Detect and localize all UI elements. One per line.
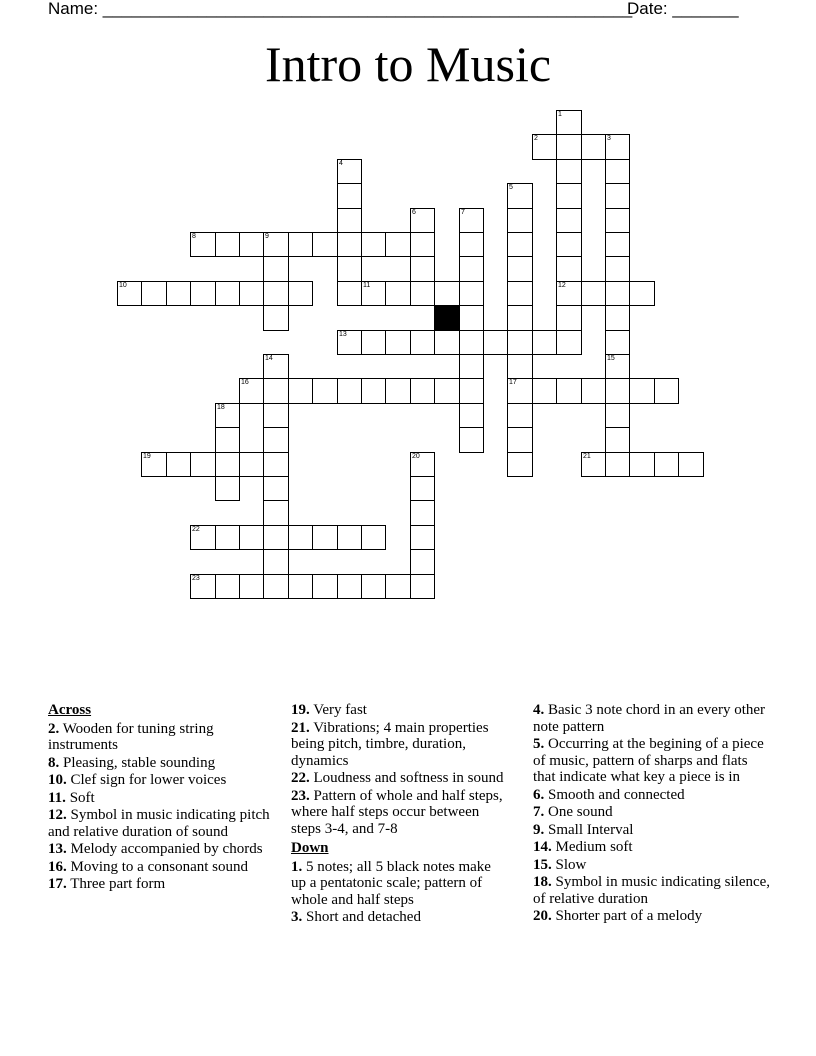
grid-cell[interactable] [581, 378, 606, 404]
grid-cell[interactable] [556, 159, 582, 184]
clue-number-label: 12. [48, 807, 67, 823]
grid-cell[interactable] [263, 452, 289, 477]
grid-cell[interactable] [215, 574, 240, 599]
clue-text: Pleasing, stable sounding [59, 754, 216, 771]
clue-text: Very fast [309, 702, 367, 718]
grid-cell[interactable] [215, 403, 240, 428]
clue-number: 1 [558, 111, 562, 118]
clue-item [48, 876, 276, 893]
clue-number-label: 14. [533, 839, 552, 855]
grid-cell[interactable] [629, 281, 655, 306]
grid-cell[interactable] [215, 232, 240, 257]
grid-cell[interactable] [312, 232, 338, 257]
clue-number-label: 2. [48, 720, 60, 737]
clue-item [291, 770, 506, 787]
grid-cell[interactable] [507, 354, 533, 379]
clue-number: 15 [607, 355, 615, 362]
grid-cell[interactable] [556, 134, 582, 160]
grid-cell[interactable] [263, 232, 289, 257]
clue-text: Soft [65, 789, 95, 806]
grid-cell[interactable] [190, 281, 216, 306]
grid-cell[interactable] [361, 378, 386, 404]
clue-item [533, 874, 773, 907]
grid-cell[interactable] [337, 574, 362, 599]
clue-number-label: 10. [48, 772, 67, 788]
grid-cell[interactable] [190, 452, 216, 477]
grid-cell[interactable] [654, 378, 679, 404]
grid-cell[interactable] [263, 574, 289, 599]
grid-cell[interactable] [385, 281, 411, 306]
clue-text: Wooden for tuning string instruments [48, 720, 214, 753]
grid-cell[interactable] [410, 256, 435, 282]
grid-cell[interactable] [215, 476, 240, 501]
grid-cell[interactable] [532, 134, 557, 160]
grid-cell[interactable] [459, 403, 484, 428]
grid-cell[interactable] [605, 427, 630, 453]
date-field-label: Date: _______ [627, 0, 739, 18]
clue-item [48, 755, 276, 772]
grid-cell[interactable] [507, 183, 533, 209]
grid-cell[interactable] [507, 208, 533, 233]
grid-cell[interactable] [410, 452, 435, 477]
grid-cell[interactable] [459, 256, 484, 282]
grid-cell[interactable] [556, 305, 582, 331]
clue-text: Pattern of whole and half steps, where half steps occur between steps 3-4, and 7-8 [291, 787, 503, 837]
clue-number: 11 [363, 282, 371, 289]
grid-cell[interactable] [288, 378, 313, 404]
clue-text: Vibrations; 4 main properties being pitch, timbre, duration, dynamics [291, 719, 489, 769]
clue-number: 5 [509, 184, 513, 191]
clue-number-label: 20. [533, 908, 552, 924]
clue-number-label: 6. [533, 786, 545, 803]
clue-text: Loudness and softness in sound [309, 770, 504, 786]
grid-cell[interactable] [532, 330, 557, 355]
grid-cell[interactable] [190, 525, 216, 550]
clue-number-label: 7. [533, 804, 545, 820]
grid-cell[interactable] [117, 281, 142, 306]
grid-cell[interactable] [337, 378, 362, 404]
grid-cell[interactable] [239, 574, 264, 599]
grid-cell[interactable] [337, 232, 362, 257]
grid-cell[interactable] [605, 305, 630, 331]
clue-item [533, 839, 773, 856]
clue-item [533, 804, 773, 821]
clue-item [291, 788, 506, 838]
grid-cell[interactable] [410, 208, 435, 233]
grid-cell[interactable] [507, 378, 533, 404]
clue-number: 23 [192, 575, 200, 582]
clue-item [533, 857, 773, 874]
grid-cell[interactable] [141, 281, 167, 306]
grid-cell[interactable] [166, 452, 191, 477]
clue-number: 6 [412, 209, 416, 216]
grid-cell[interactable] [263, 427, 289, 453]
grid-cell[interactable] [507, 330, 533, 355]
clue-text: Clef sign for lower voices [66, 772, 227, 788]
clue-number-label: 16. [48, 858, 67, 875]
clue-text: One sound [544, 804, 613, 820]
clue-text: Occurring at the begining of a piece of music, pattern of sharps and flats that indicate what key a piece is in [533, 736, 764, 785]
grid-cell[interactable] [459, 330, 484, 355]
grid-cell[interactable] [141, 452, 167, 477]
grid-cell[interactable] [581, 281, 606, 306]
clue-number: 20 [412, 453, 420, 460]
grid-cell[interactable] [556, 281, 582, 306]
clue-text: Moving to a consonant sound [66, 858, 248, 875]
clue-number: 13 [339, 331, 347, 338]
clue-number: 21 [583, 453, 591, 460]
grid-cell[interactable] [288, 281, 313, 306]
clue-number: 18 [217, 404, 225, 411]
grid-cell[interactable] [288, 574, 313, 599]
grid-cell[interactable] [239, 281, 264, 306]
grid-cell[interactable] [507, 256, 533, 282]
grid-cell[interactable] [263, 476, 289, 501]
across-heading: Across [48, 702, 92, 718]
grid-cell[interactable] [556, 256, 582, 282]
clue-number-label: 23. [291, 787, 310, 804]
grid-cell[interactable] [312, 574, 338, 599]
grid-cell[interactable] [581, 134, 606, 160]
clue-number-label: 5. [533, 736, 545, 752]
clue-number-label: 22. [291, 770, 310, 786]
grid-cell[interactable] [215, 525, 240, 550]
grid-cell[interactable] [410, 574, 435, 599]
page-title: Intro to Music [264, 36, 552, 92]
grid-cell[interactable] [410, 476, 435, 501]
grid-cell[interactable] [605, 281, 630, 306]
clue-number-label: 19. [291, 702, 310, 718]
grid-cell[interactable] [410, 378, 435, 404]
clue-text: Three part form [66, 876, 166, 892]
grid-cell[interactable] [556, 208, 582, 233]
grid-cell[interactable] [459, 305, 484, 331]
grid-cell[interactable] [263, 305, 289, 331]
grid-cell[interactable] [215, 281, 240, 306]
grid-cell[interactable] [605, 330, 630, 355]
grid-cell[interactable] [629, 452, 655, 477]
grid-cell[interactable] [556, 330, 582, 355]
clue-item [291, 720, 506, 770]
clue-number: 9 [265, 233, 269, 240]
grid-cell[interactable] [605, 159, 630, 184]
grid-cell[interactable] [263, 256, 289, 282]
clue-number: 17 [509, 379, 517, 386]
clue-number-label: 21. [291, 719, 310, 736]
grid-cell[interactable] [337, 208, 362, 233]
grid-cell[interactable] [410, 232, 435, 257]
grid-cell[interactable] [190, 574, 216, 599]
grid-cell[interactable] [263, 403, 289, 428]
grid-cell[interactable] [434, 330, 460, 355]
clue-number-label: 4. [533, 702, 545, 718]
grid-cell[interactable] [605, 403, 630, 428]
across-clue-list-cont [291, 702, 506, 837]
clue-item [48, 772, 276, 789]
black-cell [434, 305, 460, 331]
clue-number-label: 13. [48, 841, 67, 857]
grid-cell[interactable] [312, 525, 338, 550]
grid-cell[interactable] [459, 281, 484, 306]
grid-cell[interactable] [215, 427, 240, 453]
clue-text: Medium soft [551, 839, 633, 855]
grid-cell[interactable] [507, 232, 533, 257]
grid-cell[interactable] [605, 378, 630, 404]
clue-item [48, 841, 276, 858]
grid-cell[interactable] [459, 427, 484, 453]
clue-text: Smooth and connected [544, 786, 685, 803]
clue-item [533, 822, 773, 839]
clue-number: 10 [119, 282, 127, 289]
grid-cell[interactable] [654, 452, 679, 477]
grid-cell[interactable] [556, 183, 582, 209]
clue-text: Short and detached [302, 909, 421, 925]
grid-cell[interactable] [361, 281, 386, 306]
clue-number: 16 [241, 379, 249, 386]
grid-cell[interactable] [337, 281, 362, 306]
clue-number-label: 1. [291, 858, 303, 875]
clue-text: Small Interval [544, 821, 634, 838]
grid-cell[interactable] [385, 574, 411, 599]
grid-cell[interactable] [459, 232, 484, 257]
clue-number-label: 9. [533, 821, 545, 838]
grid-cell[interactable] [361, 330, 386, 355]
clue-item [291, 859, 506, 909]
clue-number: 8 [192, 233, 196, 240]
grid-cell[interactable] [337, 256, 362, 282]
clue-text: Symbol in music indicating silence, of relative duration [533, 874, 771, 907]
grid-cell[interactable] [605, 256, 630, 282]
grid-cell[interactable] [605, 354, 630, 379]
grid-cell[interactable] [288, 232, 313, 257]
grid-cell[interactable] [605, 452, 630, 477]
grid-cell[interactable] [459, 208, 484, 233]
clue-item [48, 721, 276, 754]
clue-item [533, 787, 773, 804]
grid-cell[interactable] [239, 378, 264, 404]
grid-cell[interactable] [263, 354, 289, 379]
grid-cell[interactable] [263, 281, 289, 306]
grid-cell[interactable] [410, 500, 435, 526]
grid-cell[interactable] [556, 232, 582, 257]
grid-cell[interactable] [507, 281, 533, 306]
clue-item [48, 790, 276, 807]
grid-cell[interactable] [239, 232, 264, 257]
clue-text: Slow [551, 856, 587, 873]
grid-cell[interactable] [190, 232, 216, 257]
across-clue-list [48, 721, 276, 893]
grid-cell[interactable] [312, 378, 338, 404]
clue-item [48, 859, 276, 876]
grid-cell[interactable] [459, 354, 484, 379]
clue-number: 19 [143, 453, 151, 460]
clue-text: Shorter part of a melody [551, 908, 703, 924]
clue-number: 2 [534, 135, 538, 142]
grid-cell[interactable] [337, 159, 362, 184]
clues-column-2 [291, 702, 506, 927]
grid-cell[interactable] [263, 525, 289, 550]
grid-cell[interactable] [532, 378, 557, 404]
grid-cell[interactable] [385, 378, 411, 404]
grid-cell[interactable] [605, 183, 630, 209]
clue-number-label: 3. [291, 909, 303, 925]
clue-number-label: 11. [48, 789, 66, 806]
grid-cell[interactable] [288, 525, 313, 550]
grid-cell[interactable] [507, 403, 533, 428]
grid-cell[interactable] [385, 232, 411, 257]
clue-number: 4 [339, 160, 343, 167]
grid-cell[interactable] [629, 378, 655, 404]
clue-text: Melody accompanied by chords [66, 841, 263, 857]
grid-cell[interactable] [361, 574, 386, 599]
grid-cell[interactable] [507, 452, 533, 477]
grid-cell[interactable] [483, 330, 508, 355]
grid-cell[interactable] [556, 378, 582, 404]
grid-cell[interactable] [239, 452, 264, 477]
grid-cell[interactable] [459, 378, 484, 404]
clue-item [48, 807, 276, 840]
grid-cell[interactable] [337, 330, 362, 355]
clue-number: 7 [461, 209, 465, 216]
clue-item [533, 736, 773, 786]
grid-cell[interactable] [361, 525, 386, 550]
grid-cell[interactable] [215, 452, 240, 477]
grid-cell[interactable] [337, 183, 362, 209]
clue-number-label: 18. [533, 874, 552, 890]
grid-cell[interactable] [410, 525, 435, 550]
clues-column-1 [48, 702, 276, 894]
clues-column-3 [533, 702, 773, 926]
grid-cell[interactable] [507, 305, 533, 331]
clue-item [291, 702, 506, 719]
grid-cell[interactable] [605, 208, 630, 233]
clue-text: 5 notes; all 5 black notes make up a pentatonic scale; pattern of whole and half steps [291, 858, 491, 908]
grid-cell[interactable] [678, 452, 704, 477]
clue-number: 3 [607, 135, 611, 142]
grid-cell[interactable] [434, 378, 460, 404]
clue-item [291, 909, 506, 926]
clue-number: 14 [265, 355, 273, 362]
clue-item [533, 702, 773, 735]
grid-cell[interactable] [507, 427, 533, 453]
clue-number-label: 15. [533, 856, 552, 873]
clue-item [533, 908, 773, 925]
clue-text: Basic 3 note chord in an every other note pattern [533, 702, 766, 735]
grid-cell[interactable] [361, 232, 386, 257]
grid-cell[interactable] [410, 549, 435, 575]
grid-cell[interactable] [434, 281, 460, 306]
name-field-label: Name: ________________________________________________________ [48, 0, 633, 18]
grid-cell[interactable] [166, 281, 191, 306]
grid-cell[interactable] [410, 281, 435, 306]
clue-number: 12 [558, 282, 566, 289]
grid-cell[interactable] [385, 330, 411, 355]
grid-cell[interactable] [410, 330, 435, 355]
grid-cell[interactable] [581, 452, 606, 477]
down-heading: Down [291, 840, 329, 856]
grid-cell[interactable] [263, 500, 289, 526]
grid-cell[interactable] [605, 134, 630, 160]
grid-cell[interactable] [263, 378, 289, 404]
clue-number-label: 17. [48, 876, 67, 892]
down-clue-list-cont [533, 702, 773, 925]
clue-number: 22 [192, 526, 200, 533]
grid-cell[interactable] [605, 232, 630, 257]
clue-text: Symbol in music indicating pitch and relative duration of sound [48, 807, 270, 840]
grid-cell[interactable] [239, 525, 264, 550]
grid-cell[interactable] [263, 549, 289, 575]
grid-cell[interactable] [556, 110, 582, 135]
down-clue-list [291, 859, 506, 926]
grid-cell[interactable] [337, 525, 362, 550]
clue-number-label: 8. [48, 754, 60, 771]
